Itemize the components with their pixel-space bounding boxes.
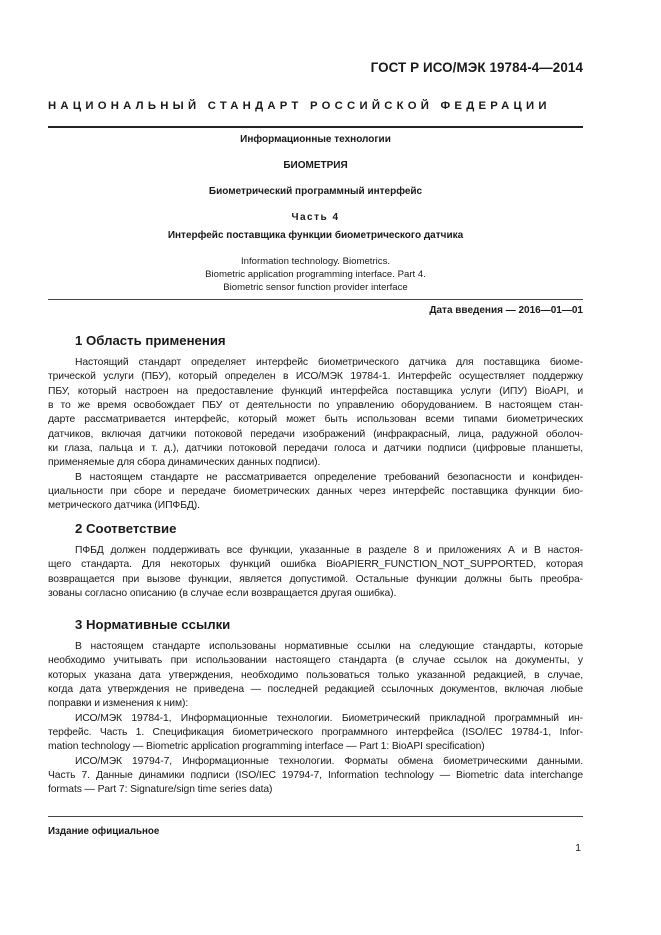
part-title: Интерфейс поставщика функции биометрического датчика	[167, 230, 464, 241]
section-body	[48, 356, 583, 514]
text-line: В настоящем стандарте не рассматривается определение требований безопасности и конфиден-	[75, 471, 583, 483]
title-line-2: БИОМЕТРИЯ	[283, 160, 348, 171]
text-line: ИСО/МЭК 19784-1, Информационные технологии. Биометрический прикладной программный ин-	[75, 712, 583, 724]
text-line: formats — Part 7: Signature/sign time series data)	[48, 784, 273, 796]
text-line: зованы согласно описанию (в случае если возвращается другая ошибка).	[48, 588, 397, 600]
text-line: поправки и изменения к ним):	[48, 698, 189, 710]
text-line: циальности при сборе и передаче биометрических данных через интерфейс поставщика функции био-	[48, 486, 583, 498]
title-line-1: Информационные технологии	[240, 134, 391, 145]
text-line: ИСО/МЭК 19794-7, Информационные технологии. Форматы обмена биометрическими данными.	[75, 755, 583, 767]
text-line: Часть 7. Данные динамики подписи (ISO/IEC 19794-7, Information technology — Biometric data interchange	[48, 770, 583, 782]
page-number: 1	[575, 843, 581, 854]
english-title-line-2: Biometric application programming interface. Part 4.	[205, 269, 426, 280]
section-heading: 3 Нормативные ссылки	[75, 617, 231, 632]
part-label: Часть 4	[291, 212, 340, 223]
footer-rule	[48, 816, 583, 817]
title-line-3: Биометрический программный интерфейс	[208, 186, 423, 197]
title-rule	[48, 299, 583, 300]
header-rule	[48, 126, 583, 128]
english-title-line-1: Information technology. Biometrics.	[240, 256, 391, 267]
section-body	[48, 544, 583, 601]
text-line: ки глаза, пальца и т. д.), датчики потоковой передачи голоса и датчики подписи (цифровые планшеты,	[48, 443, 583, 455]
text-line: которых указана дата утверждения, необходимо пользоваться только указанной редакцией, в случае,	[48, 669, 583, 681]
official-edition-note: Издание официальное	[48, 826, 160, 837]
section-heading: 1 Область применения	[75, 333, 226, 348]
national-standard-banner: НАЦИОНАЛЬНЫЙ СТАНДАРТ РОССИЙСКОЙ ФЕДЕРАЦИИ	[48, 100, 551, 112]
text-line: В настоящем стандарте использованы нормативные ссылки на следующие стандарты, которые	[75, 641, 583, 652]
english-title-line-3: Biometric sensor function provider interface	[223, 282, 408, 293]
section-heading: 2 Соответствие	[75, 521, 177, 536]
text-line: необходимо учитывать при использовании настоящего стандарта (в случае ссылок на документы, у	[48, 655, 583, 667]
text-line: трической услуги (ПБУ), который определен в ИСО/МЭК 19784-1. Интерфейс осуществляет поддержку	[48, 371, 583, 383]
text-line: mation technology — Biometric application programming interface — Part 1: BioAPI specification)	[48, 741, 485, 753]
text-line: когда дата утверждения не приведена — последней редакцией ссылочных документов, включая любые	[48, 684, 583, 696]
text-line: дарте рассматривается интерфейс, который может быть использован всеми типами биометрических	[48, 414, 583, 426]
text-line: терфейс. Часть 1. Спецификация биометрического программного интерфейса (ISO/IEC 19784-1, Infor-	[48, 727, 583, 739]
text-line: щего стандарта. Для некоторых функций ошибка BioAPIERR_FUNCTION_NOT_SUPPORTED, которая	[48, 559, 583, 571]
text-line: метрического датчика (ИПФБД).	[48, 500, 200, 512]
text-line: ПФБД должен поддерживать все функции, указанные в разделе 8 и приложениях А и В настоя-	[75, 545, 583, 556]
section-body	[48, 640, 583, 798]
text-line: ПБУ, который настроен на предоставление функций интерфейса поставщика услуги (ИПУ) BioAPI, и	[48, 385, 583, 397]
introduction-date: Дата введения — 2016—01—01	[429, 305, 583, 316]
text-line: Настоящий стандарт определяет интерфейс биометрического датчика для поставщика биоме-	[75, 357, 583, 368]
text-line: применяемые для сбора динамических данных подписи).	[48, 457, 321, 469]
text-line: датчиков, включая датчики потоковой передачи изображений (инфракрасный, лица, радужной оболоч-	[48, 428, 583, 440]
document-code: ГОСТ Р ИСО/МЭК 19784-4—2014	[370, 60, 583, 75]
text-line: возвращается при вызове функции, является допустимой. Остальные функции должны быть преобра-	[48, 573, 583, 585]
text-line: в то же время освобождает ПБУ от деятельности по управлению оборудованием. В настоящем стан-	[48, 400, 583, 412]
